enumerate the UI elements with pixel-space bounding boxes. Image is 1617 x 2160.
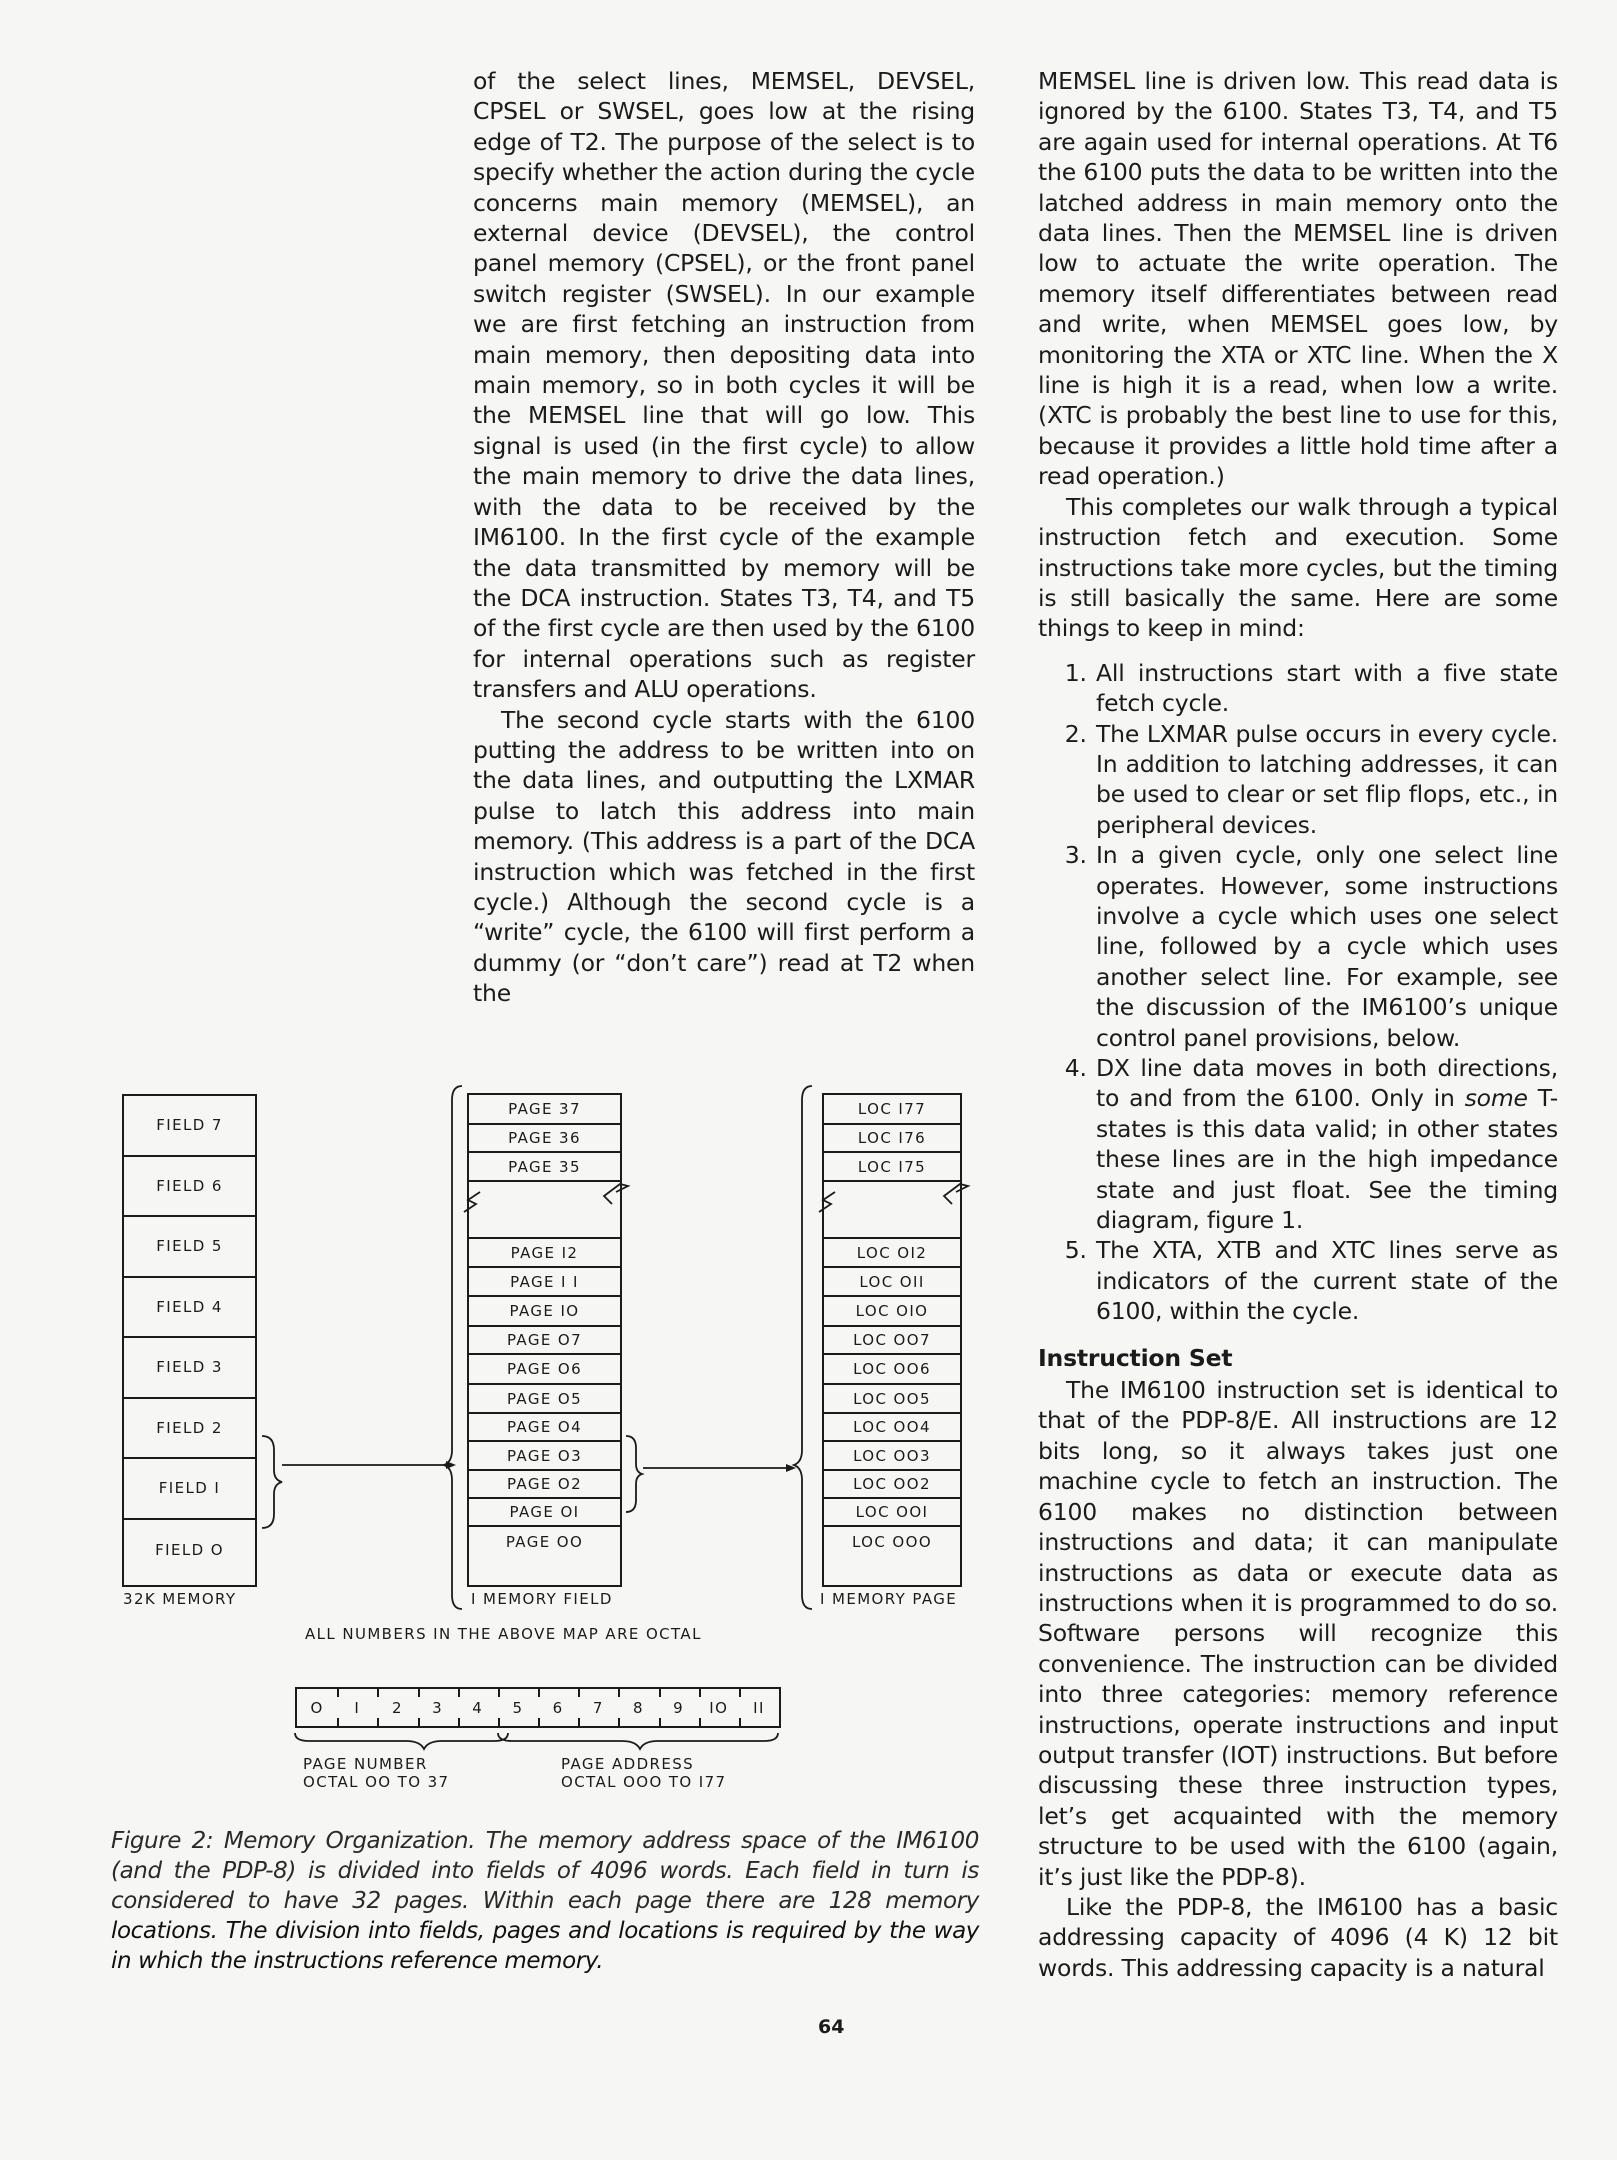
bit-cell: 4 — [458, 1689, 498, 1726]
label-line: OCTAL OOO TO I77 — [561, 1773, 727, 1791]
field-cell: FIELD 2 — [124, 1399, 255, 1460]
page-cell: PAGE 37 — [469, 1095, 620, 1125]
list-text: DX line data moves in both directions, to and from the 6100. Only in — [1096, 1054, 1558, 1113]
list-item: 3. In a given cycle, only one select line operates. However, some instructions involve a cycle which uses one select line, followed by a cycle which uses another select line. For example, see the discussion of the IM6100’s unique control panel provisions, below. — [1094, 840, 1558, 1053]
bit-cell: 5 — [498, 1689, 538, 1726]
paragraph: MEMSEL line is driven low. This read data is ignored by the 6100. States T3, T4, and T5 are again used for internal operations. At T6 the 6100 puts the data to be written into the latched address in main memory onto the data lines. Then the MEMSEL line is driven low to actuate the write operation. The memory itself differentiates between read and write, when MEMSEL goes low, by monitoring the XTA or XTC line. When the X line is high it is a read, when low a write. (XTC is probably the best line to use for this, because it provides a little hold time after a read operation.) — [1038, 67, 1558, 491]
label-line: OCTAL OO TO 37 — [303, 1773, 450, 1791]
page-cell: PAGE 36 — [469, 1125, 620, 1153]
page-cell: PAGE 35 — [469, 1153, 620, 1182]
page-cell: PAGE I2 — [469, 1239, 620, 1268]
brace-icon — [626, 1436, 642, 1512]
page-cell: PAGE O6 — [469, 1355, 620, 1385]
page-number: 64 — [818, 2016, 845, 2038]
list-item: 2. The LXMAR pulse occurs in every cycle. In addition to latching addresses, it can be used to clear or set flip flops, etc., in peripheral devices. — [1094, 719, 1558, 841]
page-cell: PAGE IO — [469, 1297, 620, 1327]
location-cell: LOC OO3 — [824, 1442, 960, 1471]
location-cell: LOC OII — [824, 1268, 960, 1297]
page-cell: PAGE OI — [469, 1499, 620, 1527]
location-cell: LOC I77 — [824, 1095, 960, 1125]
field-cell: FIELD 4 — [124, 1278, 255, 1339]
paragraph: This completes our walk through a typical instruction fetch and execution. Some instructions take more cycles, but the timing is still basically the same. Here are some things to keep in mind: — [1038, 492, 1558, 643]
bit-cell: IO — [699, 1689, 739, 1726]
label-line: PAGE NUMBER — [303, 1755, 428, 1773]
location-cell: LOC OOI — [824, 1499, 960, 1527]
memory-page-label: I MEMORY PAGE — [820, 1590, 958, 1608]
bit-cell: O — [310, 1698, 324, 1717]
location-cell: LOC OIO — [824, 1297, 960, 1327]
page-cell: PAGE O5 — [469, 1385, 620, 1414]
field-cell: FIELD 3 — [124, 1338, 255, 1399]
list-text: T-states is this data valid; in other states these lines are in the high impedance state and just float. See the timing diagram, figure 1. — [1096, 1084, 1558, 1235]
section-heading: Instruction Set — [1038, 1343, 1233, 1372]
location-cell: LOC OI2 — [824, 1239, 960, 1268]
field-cell: FIELD I — [124, 1459, 255, 1520]
bit-cell: 9 — [659, 1689, 699, 1726]
caption-text: Figure 2: Memory Organization. The memory address space of the IM6100 (and the PDP-8) is divided into fields of 4096 words. Each field in turn is considered to have 32 pages. Within each page there are 128 memory — [111, 1828, 979, 1914]
label-line: PAGE ADDRESS — [561, 1755, 695, 1773]
location-cell: LOC I75 — [824, 1153, 960, 1182]
field-cell: FIELD 7 — [124, 1096, 255, 1157]
brace-icon — [295, 1733, 508, 1749]
octal-note: ALL NUMBERS IN THE ABOVE MAP ARE OCTAL — [305, 1625, 702, 1643]
list-item: 1. All instructions start with a five state fetch cycle. — [1094, 658, 1558, 719]
page-cell: PAGE O7 — [469, 1327, 620, 1355]
page-address-label — [561, 1755, 727, 1791]
page-cell: PAGE O3 — [469, 1442, 620, 1471]
bit-cell: 7 — [578, 1689, 618, 1726]
page-cell: PAGE OO — [505, 1533, 584, 1551]
bit-cell: I — [337, 1689, 377, 1726]
field-cell: FIELD 5 — [124, 1217, 255, 1278]
page-cell: PAGE O2 — [469, 1471, 620, 1499]
location-cell: LOC OOO — [851, 1533, 933, 1551]
location-cell: LOC OO4 — [824, 1414, 960, 1442]
field-cell: FIELD O — [155, 1540, 224, 1559]
location-cell: LOC I76 — [824, 1125, 960, 1153]
brace-icon — [444, 1086, 462, 1609]
bit-cell: 3 — [418, 1689, 458, 1726]
bit-cell: II — [739, 1689, 779, 1726]
location-cell: LOC OO7 — [824, 1327, 960, 1355]
brace-icon — [262, 1436, 282, 1528]
paragraph: The second cycle starts with the 6100 putting the address to be written into on the data lines, and outputting the LXMAR pulse to latch this address into main memory. (This address is a part of the DCA instruction which was fetched in the first cycle.) Although the second cycle is a “write” cycle, the 6100 will first perform a dummy (or “don’t care”) read at T2 when the — [473, 705, 975, 1008]
page-cell: PAGE I I — [469, 1268, 620, 1297]
field-cell: FIELD 6 — [124, 1157, 255, 1218]
memory-field-label: I MEMORY FIELD — [471, 1590, 613, 1608]
bit-cell: 8 — [618, 1689, 658, 1726]
location-cell: LOC OO5 — [824, 1385, 960, 1414]
list-item: 5. The XTA, XTB and XTC lines serve as indicators of the current state of the 6100, within the cycle. — [1094, 1235, 1558, 1326]
page-number-label — [303, 1755, 449, 1791]
paragraph: Like the PDP-8, the IM6100 has a basic addressing capacity of 4096 (4 K) 12 bit words. This addressing capacity is a natural — [1038, 1892, 1558, 1982]
paragraph: of the select lines, MEMSEL, DEVSEL, CPSEL or SWSEL, goes low at the rising edge of T2. The purpose of the select is to specify whether the action during the cycle concerns main memory (MEMSEL), an external device (DEVSEL), the control panel memory (CPSEL), or the front panel switch register (SWSEL). In our example we are first fetching an instruction from main memory, then depositing data into main memory, so in both cycles it will be the MEMSEL line that will go low. This signal is used (in the first cycle) to allow the main memory to drive the data lines, with the data to be received by the IM6100. In the first cycle of the example the data transmitted by memory will be the DCA instruction. States T3, T4, and T5 of the first cycle are then used by the 6100 for internal operations such as register transfers and ALU operations. — [473, 67, 975, 704]
instruction-bit-register — [295, 1687, 781, 1728]
emphasis: some — [1464, 1084, 1528, 1113]
page-cell: PAGE O4 — [469, 1414, 620, 1442]
figure-caption — [111, 1826, 979, 1976]
brace-icon — [794, 1086, 812, 1609]
brace-icon — [498, 1733, 778, 1749]
caption-text-emphasis: locations. The division into fields, pages and locations is required by the way in which the instructions reference memory. — [111, 1918, 979, 1974]
location-cell: LOC OO2 — [824, 1471, 960, 1499]
location-cell: LOC OO6 — [824, 1355, 960, 1385]
bit-cell: 2 — [377, 1689, 417, 1726]
paragraph: The IM6100 instruction set is identical to that of the PDP-8/E. All instructions are 12 bits long, so it always takes just one machine cycle to fetch an instruction. The 6100 makes no distinction between instructions and data; it can manipulate instructions as data or execute data as instructions when it is programmed to do so. Software persons will recognize this convenience. The instruction can be divided into three categories: memory reference instructions, operate instructions and input output transfer (IOT) instructions. But before discussing these three instruction types, let’s get acquainted with the memory structure to be used with the 6100 (again, it’s just like the PDP-8). — [1038, 1376, 1558, 1891]
bit-cell: 6 — [538, 1689, 578, 1726]
memory-32k-label: 32K MEMORY — [123, 1590, 237, 1608]
